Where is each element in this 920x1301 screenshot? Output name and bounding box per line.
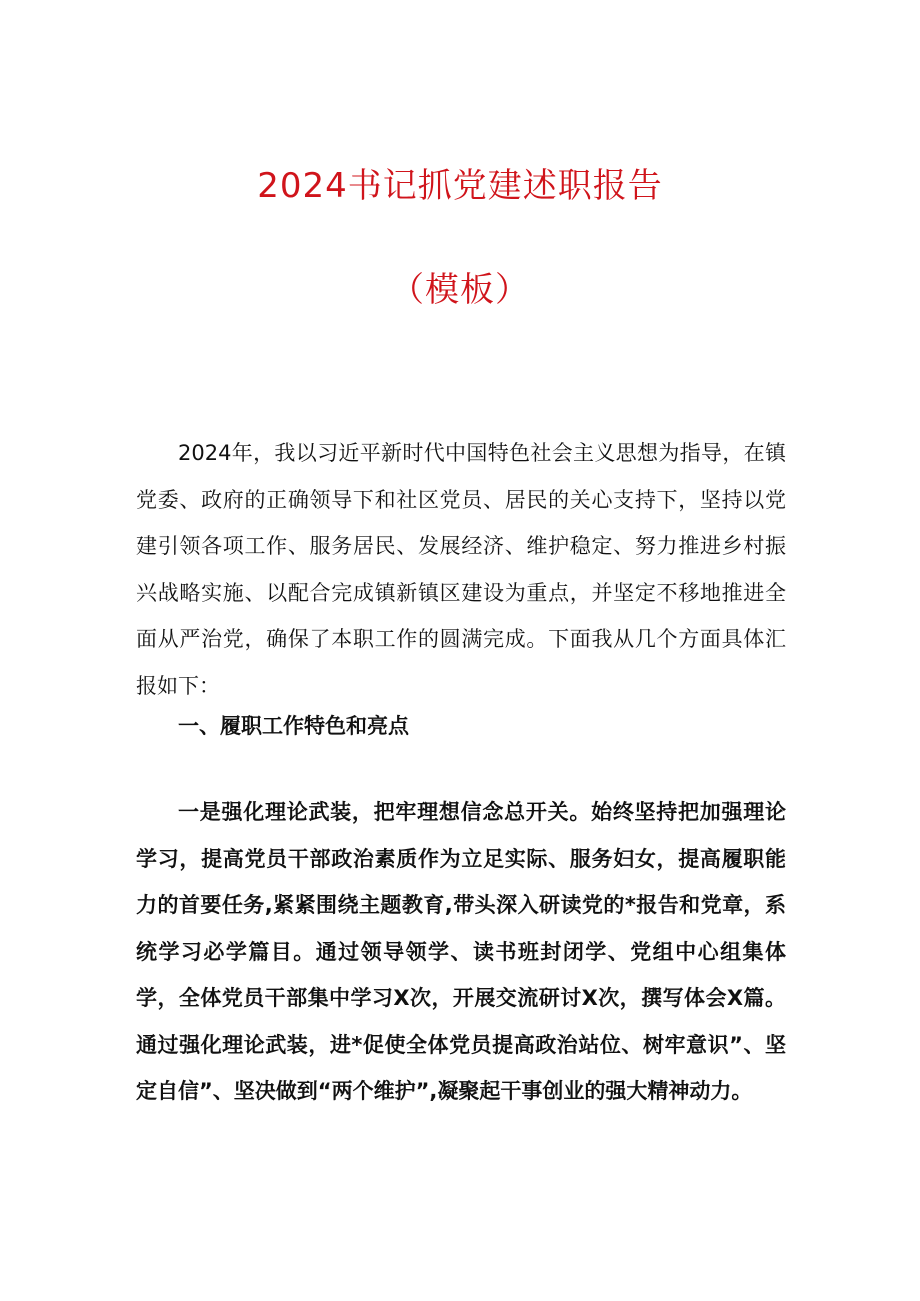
document-title: 2024书记抓党建述职报告 bbox=[257, 166, 663, 206]
document-subtitle: （模板） bbox=[390, 270, 530, 310]
section-heading: 一、履职工作特色和亮点 bbox=[178, 714, 409, 738]
point-one-paragraph: 一是强化理论武装，把牢理想信念总开关。始终坚持把加强理论学习，提高党员干部政治素质作为立足实际、服务妇女，提高履职能力的首要任务,紧紧围绕主题教育,带头深入研读党的*报告和党章，系统学习必学篇目。通过领导领学、读书班封闭学、党组中心组集体学，全体党员干部集中学习X次，开展交流研讨X次，撰写体会X篇。通过强化理论武装，进*促使全体党员提高政治站位、树牢意识”、坚定自信”、坚决做到“两个维护”,凝聚起干事创业的强大精神动力。 bbox=[136, 800, 786, 1103]
intro-paragraph: 2024年，我以习近平新时代中国特色社会主义思想为指导，在镇党委、政府的正确领导下和社区党员、居民的关心支持下，坚持以党建引领各项工作、服务居民、发展经济、维护稳定、努力推进乡村振兴战略实施、以配合完成镇新镇区建设为重点，并坚定不移地推进全面从严治党，确保了本职工作的圆满完成。下面我从几个方面具体汇报如下： bbox=[136, 441, 786, 698]
